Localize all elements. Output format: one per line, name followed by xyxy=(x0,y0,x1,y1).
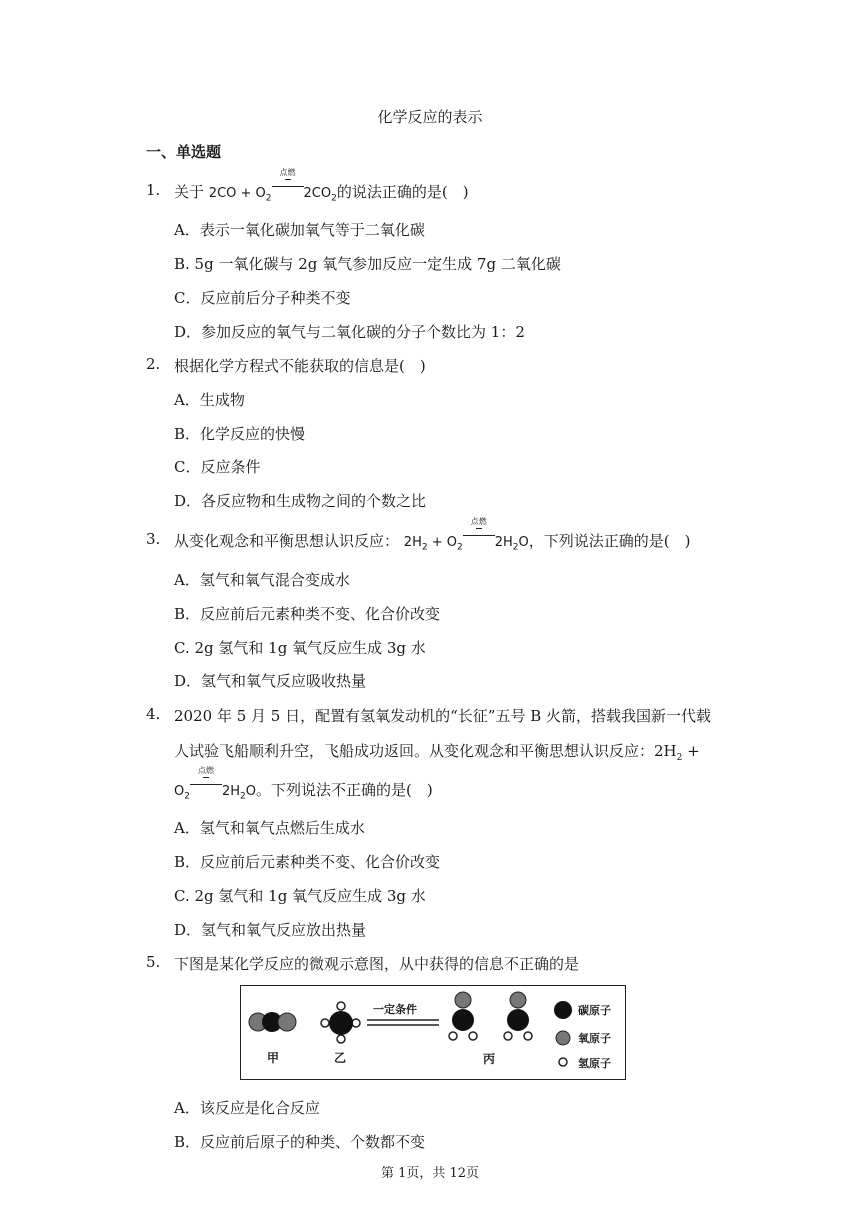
label-yi: 乙 xyxy=(334,1051,347,1065)
subscript: 2 xyxy=(456,542,463,553)
reaction-diagram xyxy=(240,985,626,1080)
option: D．各反应物和生成物之间的个数之比 xyxy=(174,492,427,510)
question-4-line1: 2020 年 5 月 5 日，配置有氢氧发动机的“长征”五号 B 火箭，搭载我国新一代载 xyxy=(174,707,712,725)
question-3 xyxy=(174,517,691,553)
condition: 点燃 xyxy=(279,168,296,177)
option: A．表示一氧化碳加氧气等于二氧化碳 xyxy=(174,221,425,239)
legend-oxygen: 氧原子 xyxy=(578,1032,611,1045)
option: C. 2g 氢气和 1g 氧气反应生成 3g 水 xyxy=(174,639,426,657)
equation-rhs: 2H xyxy=(494,535,513,550)
equation-lhs: O xyxy=(174,784,185,799)
question-text: 从变化观念和平衡思想认识反应： xyxy=(174,532,400,550)
question-number: 5. xyxy=(146,953,161,971)
question-text: + xyxy=(682,742,700,760)
option: A．生成物 xyxy=(174,391,245,409)
question-text: 关于 xyxy=(174,183,205,201)
molecule-drawing xyxy=(241,986,624,1078)
section-heading: 一、单选题 xyxy=(146,143,222,161)
option: C. 2g 氢气和 1g 氧气反应生成 3g 水 xyxy=(174,887,426,905)
question-number: 3. xyxy=(146,530,161,548)
equation xyxy=(208,168,337,204)
option: B. 5g 一氧化碳与 2g 氧气参加反应一定生成 7g 二氧化碳 xyxy=(174,255,561,273)
reaction-arrow xyxy=(190,766,222,795)
equation-tail: O xyxy=(245,784,256,799)
equation xyxy=(403,517,529,553)
option: C．反应条件 xyxy=(174,458,261,476)
option: D．氢气和氧气反应放出热量 xyxy=(174,921,367,939)
subscript: 2 xyxy=(676,753,683,763)
question-text: 。下列说法不正确的是( ) xyxy=(255,781,433,799)
page-title: 化学反应的表示 xyxy=(377,108,483,126)
option: A．该反应是化合反应 xyxy=(174,1099,320,1117)
subscript: 2 xyxy=(265,193,272,204)
equation-mid: + O xyxy=(427,535,457,550)
condition: 点燃 xyxy=(197,766,214,775)
equation-rhs: 2CO xyxy=(303,186,332,201)
question-number: 1. xyxy=(146,181,161,199)
option: B．反应前后原子的种类、个数都不变 xyxy=(174,1133,426,1151)
condition: 点燃 xyxy=(470,517,487,526)
option: D．氢气和氧气反应吸收热量 xyxy=(174,672,367,690)
question-text: ，下列说法正确的是( ) xyxy=(528,532,691,550)
subscript: 2 xyxy=(184,791,190,802)
reaction-arrow xyxy=(272,168,304,197)
equation-rhs: 2H xyxy=(221,784,241,799)
subscript: 2 xyxy=(512,542,519,553)
option: B．化学反应的快慢 xyxy=(174,425,306,443)
question-text: 的说法正确的是( ) xyxy=(336,183,469,201)
question-text: 人试验飞船顺利升空，飞船成功返回。从变化观念和平衡思想认识反应：2H xyxy=(174,742,677,760)
equation xyxy=(174,766,256,802)
question-5: 下图是某化学反应的微观示意图，从中获得的信息不正确的是 xyxy=(174,955,580,973)
option: B．反应前后元素种类不变、化合价改变 xyxy=(174,605,441,623)
equation-tail: O xyxy=(518,535,529,550)
reaction-arrow xyxy=(463,517,495,546)
subscript: 2 xyxy=(331,193,337,204)
question-number: 2. xyxy=(146,355,161,373)
label-jia: 甲 xyxy=(267,1051,280,1065)
question-4-line2 xyxy=(174,740,700,763)
legend-hydrogen: 氢原子 xyxy=(578,1057,611,1070)
question-1 xyxy=(174,168,469,204)
legend-carbon: 碳原子 xyxy=(578,1004,611,1017)
question-number: 4. xyxy=(146,705,161,723)
question-4-line3 xyxy=(174,766,433,802)
question-2: 根据化学方程式不能获取的信息是( ) xyxy=(174,357,426,375)
option: A．氢气和氧气混合变成水 xyxy=(174,571,350,589)
option: D．参加反应的氧气与二氧化碳的分子个数比为 1：2 xyxy=(174,323,525,341)
page-footer: 第 1页，共 12页 xyxy=(380,1166,480,1181)
option: B．反应前后元素种类不变、化合价改变 xyxy=(174,853,441,871)
option: A．氢气和氧气点燃后生成水 xyxy=(174,819,365,837)
equation-lhs: 2CO + O xyxy=(208,186,266,201)
label-bing: 丙 xyxy=(483,1052,496,1066)
equation-lhs: 2H xyxy=(403,535,422,550)
option: C．反应前后分子种类不变 xyxy=(174,289,351,307)
subscript: 2 xyxy=(421,542,428,553)
reaction-condition: 一定条件 xyxy=(373,1003,417,1016)
subscript: 2 xyxy=(240,791,246,802)
